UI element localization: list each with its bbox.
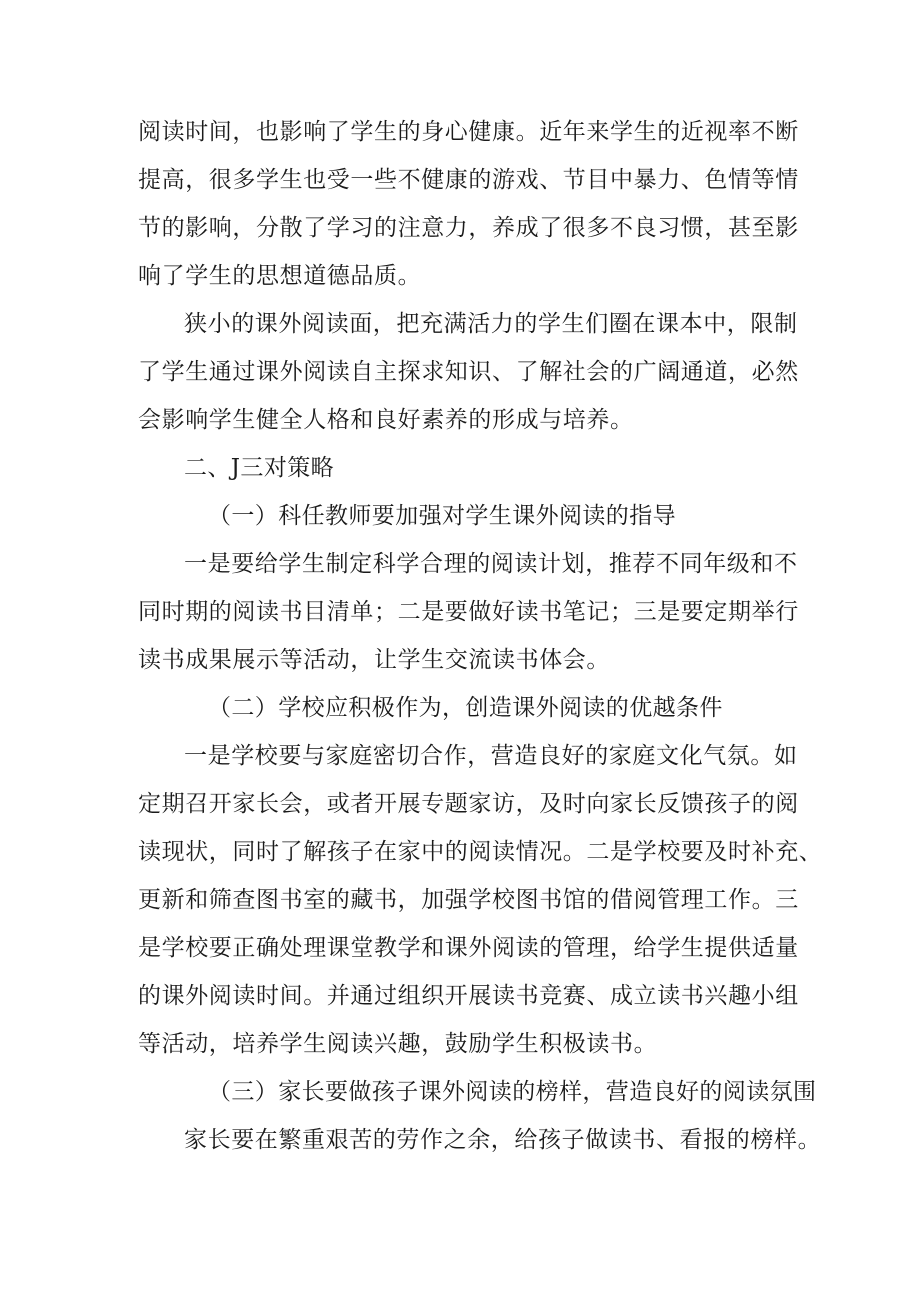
sub-heading: （一）科任教师要加强对学生课外阅读的指导 bbox=[208, 503, 676, 529]
paragraph-line: 更新和筛查图书室的藏书，加强学校图书馆的借阅管理工作。三 bbox=[138, 887, 799, 913]
paragraph-line: 读书成果展示等活动，让学生交流读书体会。 bbox=[138, 647, 610, 673]
paragraph-line: 节的影响，分散了学习的注意力，养成了很多不良习惯，甚至影 bbox=[138, 215, 799, 241]
paragraph-line: 同时期的阅读书目清单；二是要做好读书笔记；三是要定期举行 bbox=[138, 599, 799, 625]
paragraph-line: 一是学校要与家庭密切合作，营造良好的家庭文化气氛。如 bbox=[184, 743, 798, 769]
paragraph-line: 一是要给学生制定科学合理的阅读计划，推荐不同年级和不 bbox=[184, 551, 798, 577]
paragraph-line: 家长要在繁重艰苦的劳作之余，给孩子做读书、看报的榜样。 bbox=[184, 1127, 822, 1153]
paragraph-line: 提高，很多学生也受一些不健康的游戏、节目中暴力、色情等情 bbox=[138, 167, 799, 193]
paragraph-line: 会影响学生健全人格和良好素养的形成与培养。 bbox=[138, 407, 634, 433]
paragraph-line: 读现状，同时了解孩子在家中的阅读情况。二是学校要及时补充、 bbox=[138, 839, 823, 865]
sub-heading: （二）学校应积极作为，创造课外阅读的优越条件 bbox=[208, 695, 723, 721]
paragraph-line: 是学校要正确处理课堂教学和课外阅读的管理，给学生提供适量 bbox=[138, 935, 799, 961]
paragraph-line: 狭小的课外阅读面，把充满活力的学生们圈在课本中，限制 bbox=[184, 311, 798, 337]
sub-heading: （三）家长要做孩子课外阅读的榜样，营造良好的阅读氛围 bbox=[208, 1079, 817, 1105]
paragraph-line: 阅读时间，也影响了学生的身心健康。近年来学生的近视率不断 bbox=[138, 119, 799, 145]
document-body bbox=[138, 108, 823, 1164]
section-heading: 二、J三对策略 bbox=[184, 455, 335, 481]
paragraph-line: 等活动，培养学生阅读兴趣，鼓励学生积极读书。 bbox=[138, 1031, 658, 1057]
paragraph-line: 了学生通过课外阅读自主探求知识、了解社会的广阔通道，必然 bbox=[138, 359, 799, 385]
paragraph-line: 的课外阅读时间。并通过组织开展读书竞赛、成立读书兴趣小组 bbox=[138, 983, 799, 1009]
paragraph-line: 定期召开家长会，或者开展专题家访，及时向家长反馈孩子的阅 bbox=[138, 791, 799, 817]
paragraph-line: 响了学生的思想道德品质。 bbox=[138, 263, 422, 289]
